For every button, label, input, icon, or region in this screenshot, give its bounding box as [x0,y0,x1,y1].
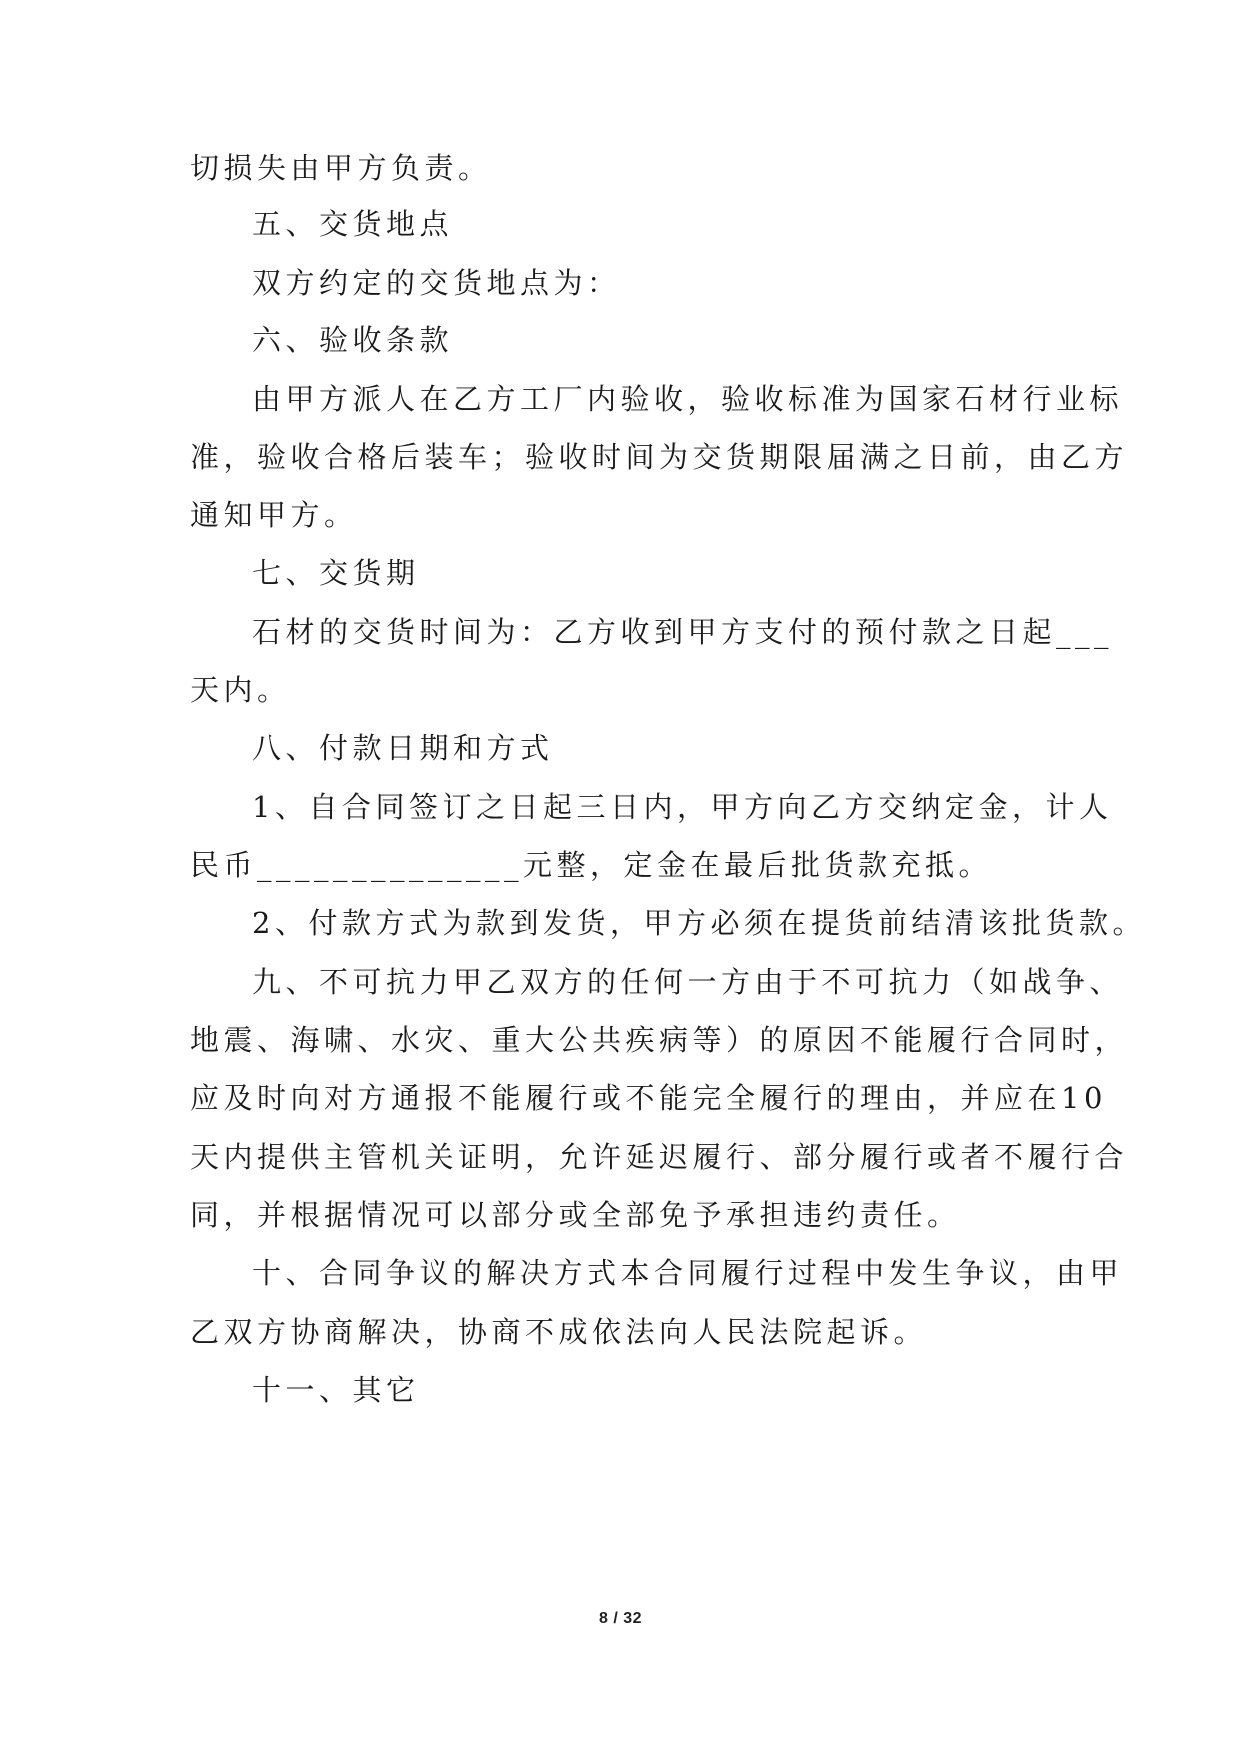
text-line: 天内。 [190,673,291,707]
text-line: 十、合同争议的解决方式本合同履行过程中发生争议，由甲 [252,1256,1124,1290]
section-heading: 八、付款日期和方式 [252,731,554,765]
text-line: 2、付款方式为款到发货，甲方必须在提货前结清该批货款。 [252,906,1146,940]
text-line: 地震、海啸、水灾、重大公共疾病等）的原因不能履行合同时， [190,1023,1129,1057]
text-line: 应及时向对方通报不能履行或不能完全履行的理由，并应在10 [190,1081,1107,1115]
text-line: 双方约定的交货地点为： [252,266,621,300]
text-line: 同，并根据情况可以部分或全部免予承担违约责任。 [190,1198,961,1232]
text-line: 通知甲方。 [190,498,358,532]
section-heading: 六、验收条款 [252,323,454,357]
section-heading: 七、交货期 [252,556,420,590]
section-heading: 十一、其它 [252,1373,420,1407]
text-line: 乙双方协商解决，协商不成依法向人民法院起诉。 [190,1315,928,1349]
text-line: 准，验收合格后装车；验收时间为交货期限届满之日前，由乙方 [190,440,1129,474]
text-line: 由甲方派人在乙方工厂内验收，验收标准为国家石材行业标 [252,382,1124,416]
page-number: 8 / 32 [598,1610,643,1627]
text-line: 民币______________元整，定金在最后批货款充抵。 [190,848,993,882]
text-line: 1、自合同签订之日起三日内，甲方向乙方交纳定金，计人 [252,790,1113,824]
text-line: 九、不可抗力甲乙双方的任何一方由于不可抗力（如战争、 [252,965,1124,999]
section-heading: 五、交货地点 [252,207,454,241]
text-line: 天内提供主管机关证明，允许延迟履行、部分履行或者不履行合 [190,1140,1129,1174]
text-line: 切损失由甲方负责。 [190,151,492,185]
text-line: 石材的交货时间为：乙方收到甲方支付的预付款之日起___ [252,615,1114,649]
